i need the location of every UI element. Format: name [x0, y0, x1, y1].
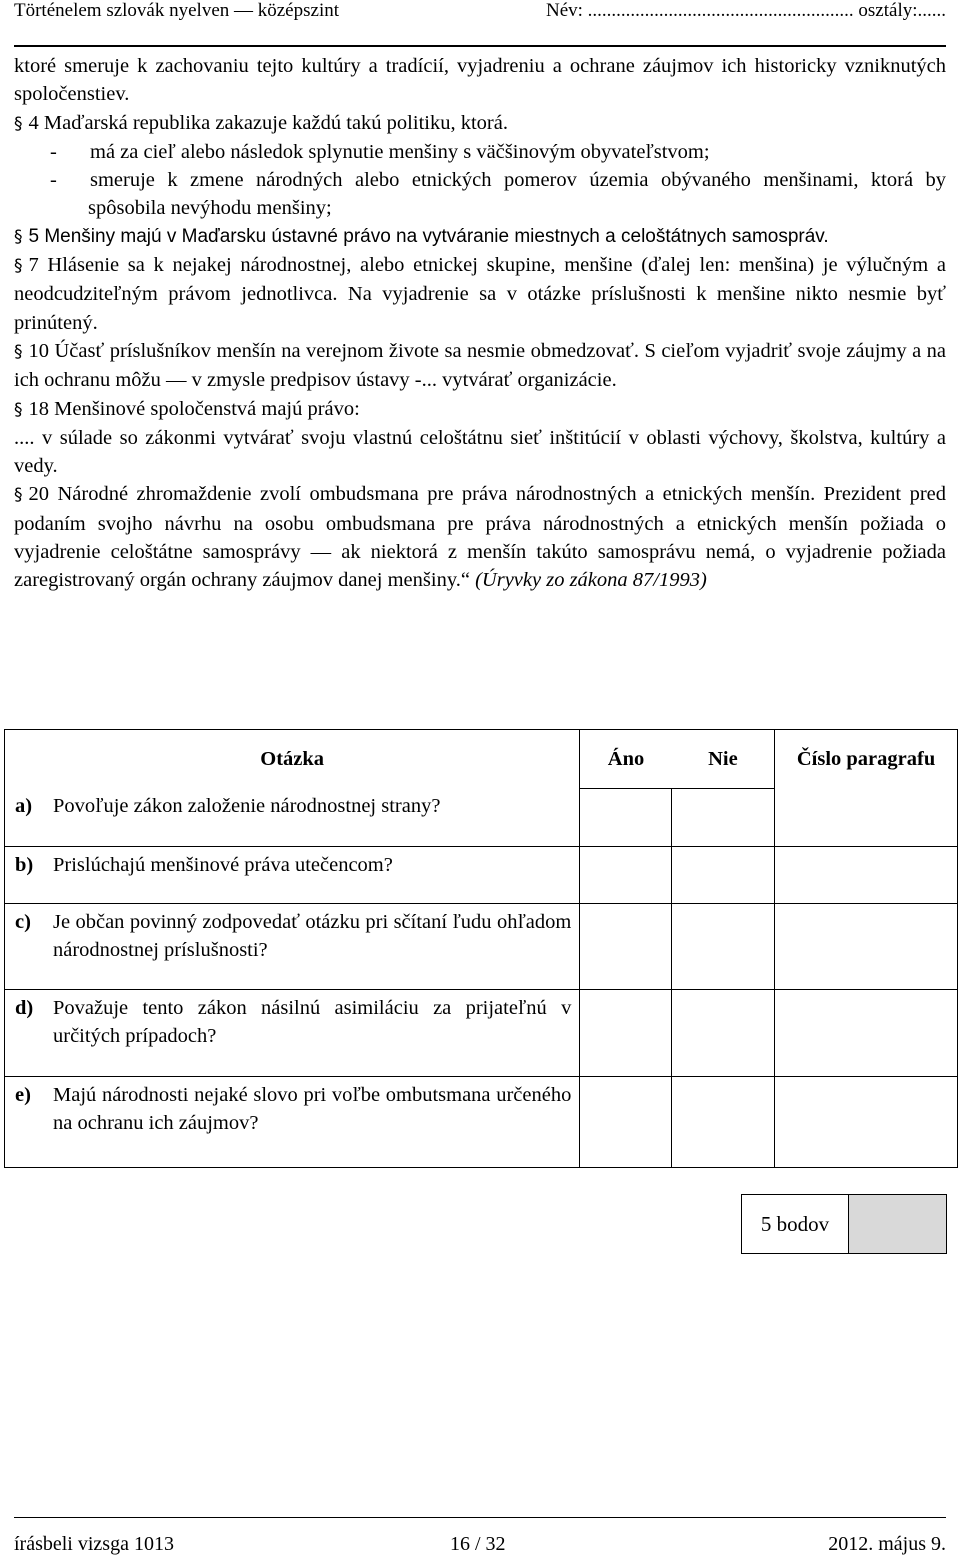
question-table — [4, 729, 958, 1168]
answer-yes-d[interactable] — [580, 989, 672, 1076]
answer-no-c[interactable] — [672, 903, 775, 989]
section-18-continuation: .... v súlade so zákonmi vytvárať svoju vlastnú celoštátnu sieť inštitúcií v oblasti výchovy, školstva, kultúry a vedy. — [14, 426, 946, 478]
answer-yes-c[interactable] — [580, 903, 672, 989]
section-sign-icon: § — [14, 399, 23, 420]
header-paragraph-number: Číslo paragrafu — [775, 730, 958, 789]
paragraph-number-b[interactable] — [775, 846, 958, 903]
section-18: § 18 Menšinové spoločenstvá majú právo: — [14, 397, 360, 420]
answer-no-d[interactable] — [672, 989, 775, 1076]
dash-bullet: - — [50, 169, 57, 192]
section-4: § 4 Maďarská republika zakazuje každú takú politiku, ktorá. — [14, 111, 508, 134]
page-header — [14, 0, 946, 24]
dash-bullet: - — [50, 140, 57, 163]
section-sign-icon: § — [14, 485, 23, 506]
answer-yes-a[interactable] — [580, 788, 672, 846]
table-row: c) Je občan povinný zodpovedať otázku pri sčítaní ľudu ohľadom národnostnej príslušnosti? — [5, 903, 958, 989]
header-subject: Történelem szlovák nyelven — középszint — [14, 0, 340, 21]
dash-item-2: - smeruje k zmene národných alebo etnických pomerov územia obývaného menšinami, ktorá by spôsobila nevýhodu menšiny; — [14, 166, 946, 223]
question-a: Povoľuje zákon založenie národnostnej strany? — [53, 795, 441, 817]
question-e: Majú národnosti nejaké slovo pri voľbe ombutsmana určeného na ochranu ich záujmov? — [53, 1083, 572, 1134]
footer-date: 2012. május 9. — [828, 1533, 946, 1555]
header-rule — [14, 45, 946, 47]
score-input[interactable] — [849, 1195, 946, 1253]
score-box — [741, 1194, 947, 1254]
section-7: § 7 Hlásenie sa k nejakej národnostnej, alebo etnickej skupine, menšine (ďalej len: menšina) je výlučným a neodcudziteľným právom jednotlivca. Na vyjadrenie sa v otázke príslušnosti k menšine nikto nesmie byť prinútený. — [14, 254, 946, 334]
footer-exam-id: írásbeli vizsga 1013 — [14, 1533, 174, 1555]
section-5: § 5 Menšiny majú v Maďarsku ústavné právo na vytváranie miestnych a celoštátnych samospráv. — [14, 225, 829, 247]
answer-no-e[interactable] — [672, 1076, 775, 1167]
footer-page-number: 16 / 32 — [450, 1533, 506, 1555]
answer-no-a[interactable] — [672, 788, 775, 846]
section-sign-icon: § — [14, 341, 23, 362]
paragraph-intro: ktoré smeruje k zachovaniu tejto kultúry a tradícií, vyjadreniu a ochrane záujmov ich historicky vzniknutých spoločenstiev. — [14, 55, 946, 106]
footer-rule — [14, 1517, 946, 1518]
section-sign-icon: § — [14, 256, 23, 277]
paragraph-number-c[interactable] — [775, 903, 958, 989]
answer-yes-e[interactable] — [580, 1076, 672, 1167]
paragraph-number-a[interactable] — [775, 788, 958, 846]
header-no: Nie — [672, 730, 775, 789]
question-b: Prislúchajú menšinové práva utečencom? — [53, 853, 393, 876]
law-excerpt — [14, 52, 946, 595]
answer-yes-b[interactable] — [580, 846, 672, 903]
dash-item-1: - má za cieľ alebo následok splynutie menšiny s väčšinovým obyvateľstvom; — [14, 138, 946, 166]
answer-no-b[interactable] — [672, 846, 775, 903]
header-question: Otázka — [5, 730, 580, 789]
table-row: a) Povoľuje zákon založenie národnostnej strany? — [5, 788, 958, 846]
section-20: § 20 Národné zhromaždenie zvolí ombudsmana pre práva národnostných a etnických menšín. Prezident pred podaním svojho návrhu na osobu ombudsmana pre práva národnostných a etnických menšín požiada o vyjadrenie celoštátne samosprávy — ak niektorá z menšín takúto samosprávu nemá, o vyjadrenie požiada zaregistrovaný orgán ochrany záujmov danej menšiny.“ (Úryvky zo zákona 87/1993) — [14, 483, 946, 592]
header-yes: Áno — [580, 730, 672, 789]
section-10: § 10 Účasť príslušníkov menšín na verejnom živote sa nesmie obmedzovať. S cieľom vyjadriť svoje záujmy a na ich ochranu môžu — v zmysle predpisov ústavy -... vytvárať organizácie. — [14, 339, 946, 392]
paragraph-number-e[interactable] — [775, 1076, 958, 1167]
section-sign-icon: § — [14, 226, 23, 247]
table-header-row — [5, 730, 958, 789]
table-row: e) Majú národnosti nejaké slovo pri voľbe ombutsmana určeného na ochranu ich záujmov? — [5, 1076, 958, 1167]
question-d: Považuje tento zákon násilnú asimiláciu za prijateľnú v určitých prípadoch? — [53, 996, 572, 1047]
score-label: 5 bodov — [742, 1195, 849, 1253]
paragraph-number-d[interactable] — [775, 989, 958, 1076]
table-row: d) Považuje tento zákon násilnú asimiláciu za prijateľnú v určitých prípadoch? — [5, 989, 958, 1076]
section-sign-icon: § — [14, 113, 23, 134]
source-citation: (Úryvky zo zákona 87/1993) — [475, 569, 707, 592]
table-row: b) Prislúchajú menšinové práva utečencom? — [5, 846, 958, 903]
header-name-class-field: Név: ........................................................ osztály:...... — [545, 0, 946, 21]
question-c: Je občan povinný zodpovedať otázku pri sčítaní ľudu ohľadom národnostnej príslušnosti? — [53, 910, 572, 961]
